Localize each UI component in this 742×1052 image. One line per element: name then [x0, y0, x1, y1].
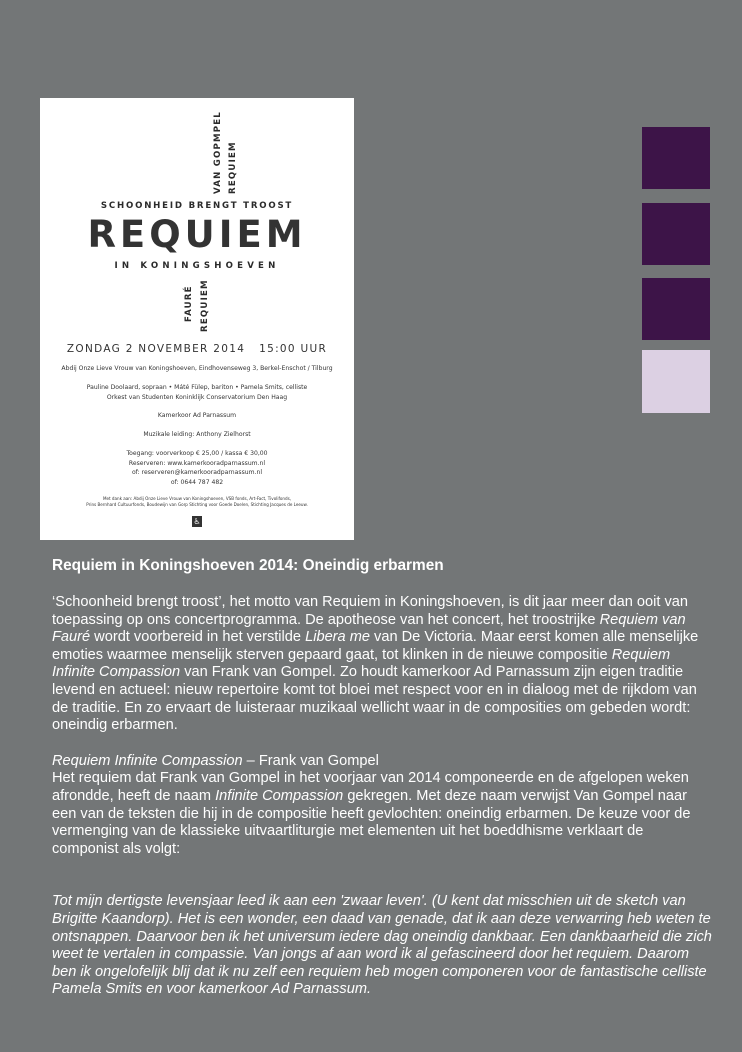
poster-leader: Muzikale leiding: Anthony Zielhorst [143, 431, 251, 438]
intro-libera: Libera me [305, 629, 370, 646]
poster-performers-2: Orkest van Studenten Koninklijk Conservatorium Den Haag [106, 394, 288, 401]
poster-choir: Kamerkoor Ad Parnassum [157, 412, 237, 419]
section-body [52, 770, 712, 858]
intro-text-e: van De Victoria. Maar eerst komen alle menselijke emoties waarmee menselijk sterven gepaard gaat, tot klinken in de nieuwe compositie [52, 629, 699, 663]
intro-compassion: Requiem Infinite Compassion [52, 646, 671, 681]
poster-requiem-faure: REQUIEM [200, 279, 210, 332]
wheelchair-icon: ♿ [193, 517, 201, 526]
intro-text-g: van Frank van Gompel. Zo houdt kamerkoor Ad Parnassum zijn eigen traditie levend en actueel: nieuw repertoire komt tot bloei met respect voor en in dialoog met de rijkdom van de traditie. En zo ervaart de luisteraar muzikaal wellicht waar in de composities om gebeden wordt: oneindig erbarmen. [52, 664, 697, 734]
color-swatch-2 [642, 203, 710, 265]
poster-composer-gompel: VAN GOPMPEL [213, 111, 223, 194]
poster-reserve-3: of: 0644 787 482 [170, 479, 224, 486]
composer-quote: Tot mijn dertigste levensjaar leed ik aan een 'zwaar leven'. (U kent dat misschien uit de sketch van Brigitte Kaandorp). Het is een wonder, een daad van genade, dat ik aan deze verwarring heb weten te ontsnappen. Daarvoor ben ik het universum iedere dag oneindig dankbaar. Een dankbaarheid die zich weet te vertalen in compassie. Van jongs af aan word ik al gefascineerd door het requiem. Daarom ben ik ongelofelijk blij dat ik nu zelf een requiem heb mogen componeren voor de fantastische celliste Pamela Smits en voor kamerkoor Ad Parnassum. [52, 893, 712, 998]
poster-motto: SCHOONHEID BRENGT TROOST [100, 201, 294, 211]
article-heading: Requiem in Koningshoeven 2014: Oneindig erbarmen [52, 557, 444, 574]
concert-poster [40, 98, 354, 540]
poster-credits-line-1: Met dank aan: Abdij Onze Lieve Vrouw van Koningshoeven, VSB fonds, Art-Fact, Tivolifonds, [102, 496, 292, 501]
section-text-a: Het requiem dat Frank van Gompel in het voorjaar van 2014 componeerde en de afgelopen weken afrondde, heeft de naam [52, 770, 689, 804]
article-intro [52, 594, 712, 735]
intro-faure: Requiem van Fauré [52, 611, 686, 646]
section-title [52, 753, 712, 771]
poster-performers-1: Pauline Doolaard, sopraan • Máté Fülep, bariton • Pamela Smits, celliste [86, 384, 308, 391]
article [52, 556, 712, 999]
poster-venue: Abdij Onze Lieve Vrouw van Koningshoeven, Eindhovenseweg 3, Berkel-Enschot / Tilburg [61, 365, 333, 372]
section-title-rest: – Frank van Gompel [242, 752, 379, 769]
section-compassion: Infinite Compassion [215, 787, 344, 804]
poster-date: ZONDAG 2 NOVEMBER 2014 15:00 UUR [66, 343, 328, 355]
poster-credits [40, 496, 354, 508]
intro-text-c: wordt voorbereid in het verstilde [90, 629, 306, 646]
poster-title: REQUIEM [87, 213, 307, 256]
poster-reserve-2: of: reserveren@kamerkooradparnassum.nl [131, 469, 263, 476]
intro-text-a: ‘Schoonheid brengt troost’, het motto van Requiem in Koningshoeven, is dit jaar meer dan ooit van toepassing op ons concertprogramma. De apotheose van het concert, het troostrijke [52, 594, 689, 628]
color-swatch-1 [642, 127, 710, 189]
poster-requiem-gompel: REQUIEM [228, 141, 238, 194]
section-text-c: gekregen. Met deze naam verwijst Van Gompel naar een van de teksten die hij in de compositie heeft gevlochten: oneindig erbarmen. De keuze voor de vermenging van de klassieke uitvaartliturgie met elementen uit het boeddhisme verklaart de componist als volgt: [52, 787, 691, 857]
poster-tickets: Toegang: voorverkoop € 25,00 / kassa € 30,00 [126, 450, 268, 457]
color-swatch-3 [642, 278, 710, 340]
color-swatch-4 [642, 350, 710, 413]
poster-place: IN KONINGSHOEVEN [114, 261, 280, 271]
poster-credits-line-2: Prins Bernhard Cultuurfonds, Boudewijn van Gorp Stichting voor Goede Doelen, Stichting Jacques de Leeuw. [86, 502, 308, 507]
section-title-italic: Requiem Infinite Compassion [52, 752, 243, 769]
poster-vertical-top [211, 108, 247, 196]
poster-composer-faure: FAURÉ [184, 285, 194, 322]
poster-reserve-1: Reserveren: www.kamerkooradparnassum.nl [128, 460, 266, 467]
